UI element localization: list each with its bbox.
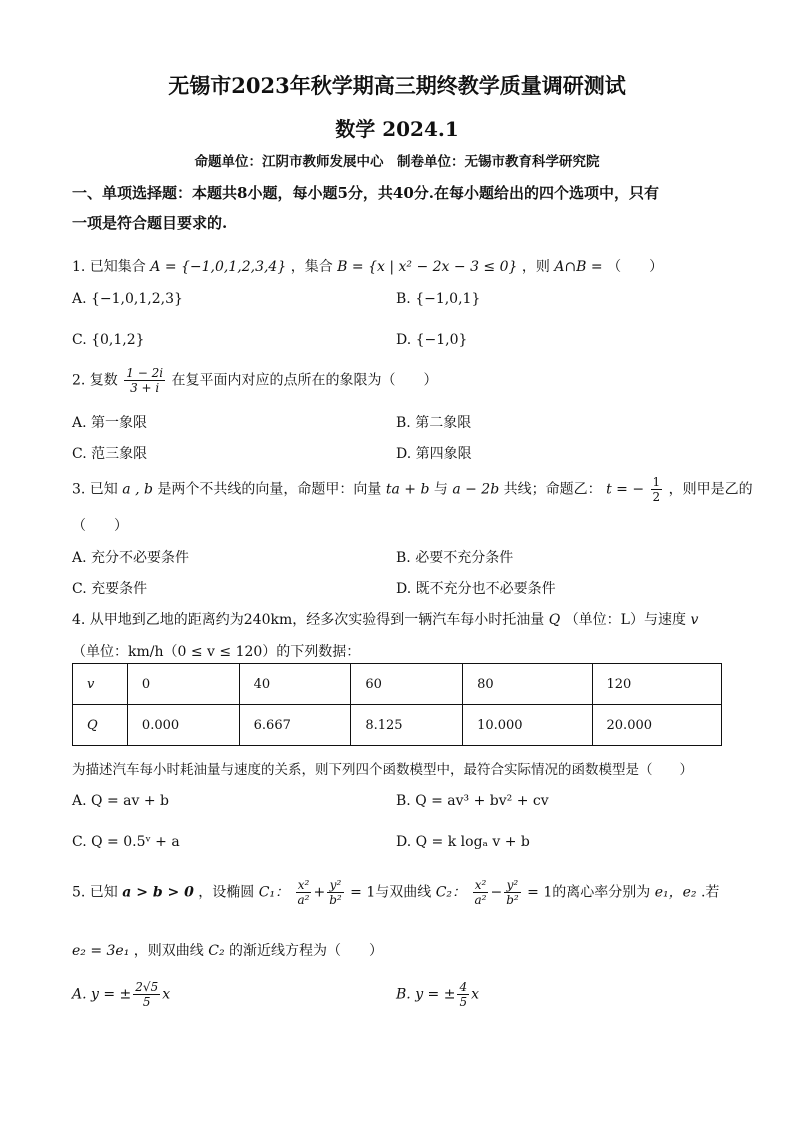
q5-ellipse-x-term [296, 878, 312, 907]
q1-stem [72, 256, 663, 276]
q2-stem [72, 366, 438, 395]
q5-a2: a² [474, 893, 487, 907]
q5-line2 [72, 940, 383, 960]
q5-option-b-den: 5 [459, 995, 468, 1009]
table-cell: v [73, 664, 128, 705]
q5-stem-d: = 1的离心率分别为 [527, 884, 651, 901]
q1-option-a: A. {−1,0,1,2,3} [72, 291, 183, 307]
q5-c2: C₂： [435, 884, 467, 901]
section-heading-line2: 一项是符合题目要求的. [72, 214, 228, 232]
q5-condition: a > b > 0 [122, 884, 194, 901]
q5-stem-e: .若 [700, 884, 720, 901]
table-cell: 0.000 [127, 705, 239, 746]
table-row [73, 705, 722, 746]
q5-option-b [396, 980, 479, 1009]
q3-stem-c: 与 [433, 481, 448, 498]
q4-line1-b: （单位：L）与速度 [564, 612, 686, 628]
table-cell: 120 [592, 664, 721, 705]
q5-option-a-pre: A. y = ± [72, 986, 132, 1003]
q1-stem-c: ，则 [521, 259, 550, 275]
q2-fraction [124, 366, 165, 395]
q3-vectors: a , b [122, 481, 153, 498]
q1-option-d: D. {−1,0} [396, 332, 468, 348]
q5-stem-a: 5. 已知 [72, 884, 118, 901]
q4-option-a: A. Q = av + b [72, 793, 169, 809]
q1-stem-b: ，集合 [290, 259, 333, 275]
q1-paren: （ ） [607, 259, 664, 275]
q5-line2-c: C₂ [208, 943, 225, 959]
q2-option-d: D. 第四象限 [396, 446, 472, 462]
q5-hyperbola-y-term [504, 878, 521, 907]
table-cell: 40 [239, 664, 351, 705]
q3-stem-e: ，则甲是乙的 [668, 481, 753, 498]
q3-t-numerator: 1 [652, 475, 661, 489]
q3-t-expr: t = − [606, 481, 645, 498]
q5-line2-d: 的渐近线方程为（ ） [229, 943, 384, 959]
q5-relation: e₂ = 3e₁ [72, 943, 130, 959]
table-row [73, 664, 722, 705]
q1-option-c: C. {0,1,2} [72, 332, 145, 348]
exam-units: 命题单位：江阴市教师发展中心 制卷单位：无锡市教育科学研究院 [194, 154, 600, 170]
q2-denominator: 3 + i [130, 381, 160, 395]
q5-hyperbola-x-term [473, 878, 489, 907]
q4-v-symbol: v [690, 612, 699, 628]
table-cell: 80 [463, 664, 592, 705]
q3-stem [72, 475, 753, 504]
q5-b2: b² [506, 893, 519, 907]
q1-stem-a: 1. 已知集合 [72, 259, 146, 275]
table-cell: 0 [127, 664, 239, 705]
table-cell: 60 [351, 664, 463, 705]
q3-stem-b: 是两个不共线的向量，命题甲：向量 [157, 481, 382, 498]
q5-b2: b² [329, 893, 342, 907]
q5-a2: a² [297, 893, 310, 907]
q3-t-denominator: 2 [652, 490, 661, 504]
table-cell: 6.667 [239, 705, 351, 746]
q3-option-b: B. 必要不充分条件 [396, 550, 514, 566]
q5-eccentricities: e₁，e₂ [654, 884, 697, 901]
q5-option-a-post: x [162, 986, 171, 1003]
q4-option-c: C. Q = 0.5ᵛ + a [72, 834, 180, 850]
q4-line2: （单位：km/h（0 ≤ v ≤ 120）的下列数据： [72, 644, 361, 660]
table-cell: Q [73, 705, 128, 746]
q1-option-b: B. {−1,0,1} [396, 291, 481, 307]
q3-option-c: C. 充要条件 [72, 581, 148, 597]
q2-option-a: A. 第一象限 [72, 415, 148, 431]
q4-option-d: D. Q = k logₐ v + b [396, 834, 530, 850]
q5-option-b-num: 4 [459, 980, 468, 994]
q1-set-a: A = {−1,0,1,2,3,4} [150, 259, 287, 275]
q2-option-c: C. 范三象限 [72, 446, 148, 462]
q5-option-b-post: x [471, 986, 480, 1003]
q4-q-symbol: Q [548, 612, 561, 628]
q5-option-b-pre: B. y = ± [396, 986, 456, 1003]
q5-stem: 5. 已知 a > b > 0 ，设椭圆 C₁： $\frac{\text{x²}}{\text{a²}}$ + $\frac{\text{y²}}{\text{b²}}$ = 1与双曲线 C₂： $\frac{\text{x²}}{\text{a²}}$ − $\frac{\text{y²}}{\text{b²}}$ = 1的离心率分别为 e₁，e₂ .若 [72, 878, 720, 907]
q4-option-b: B. Q = av³ + bv² + cv [396, 793, 549, 809]
exam-title: 无锡市2023年秋学期高三期终教学质量调研测试 [168, 73, 626, 98]
q5-c1: C₁： [258, 884, 290, 901]
q3-vec1: ta + b [385, 481, 430, 498]
q5-y2: y² [327, 878, 344, 893]
q5-option-a-num: 2√5 [135, 980, 159, 994]
q4-line1-a: 4. 从甲地到乙地的距离约为240km，经多次实验得到一辆汽车每小时托油量 [72, 612, 545, 628]
q2-stem-a: 2. 复数 [72, 372, 118, 389]
q4-line3: 为描述汽车每小时耗油量与速度的关系，则下列四个函数模型中，最符合实际情况的函数模型是（ ） [72, 762, 693, 778]
q5-option-a-den: 5 [142, 995, 151, 1009]
table-cell: 10.000 [463, 705, 592, 746]
q2-numerator: 1 − 2i [126, 366, 164, 380]
q5-option-a-fraction [133, 980, 160, 1009]
q5-option-a [72, 980, 170, 1009]
q5-line2-b: ，则双曲线 [133, 943, 204, 959]
q2-option-b: B. 第二象限 [396, 415, 472, 431]
table-cell: 8.125 [351, 705, 463, 746]
q3-t-fraction [651, 475, 663, 504]
q5-ellipse-y-term [327, 878, 344, 907]
q5-x2: x² [473, 878, 489, 893]
q4-line1 [72, 609, 698, 629]
q3-stem-d: 共线；命题乙： [503, 481, 602, 498]
q1-set-b: B = {x | x² − 2x − 3 ≤ 0} [337, 259, 518, 275]
q1-expr: A∩B = [554, 259, 603, 275]
q3-option-d: D. 既不充分也不必要条件 [396, 581, 556, 597]
q3-option-a: A. 充分不必要条件 [72, 550, 190, 566]
table-cell: 20.000 [592, 705, 721, 746]
q2-stem-b: 在复平面内对应的点所在的象限为（ ） [171, 372, 438, 389]
q4-data-table [72, 663, 722, 746]
q5-stem-b: ，设椭圆 [198, 884, 255, 901]
section-heading-line1: 一、单项选择题：本题共8小题，每小题5分，共40分.在每小题给出的四个选项中，只有 [72, 184, 659, 202]
q5-y2: y² [504, 878, 521, 893]
q3-paren: （ ） [72, 518, 128, 534]
q5-stem-c: = 1与双曲线 [350, 884, 432, 901]
q3-vec2: a − 2b [452, 481, 500, 498]
q5-x2: x² [296, 878, 312, 893]
q3-stem-a: 3. 已知 [72, 481, 118, 498]
exam-subject: 数学 2024.1 [335, 117, 459, 141]
q5-option-b-fraction [457, 980, 469, 1009]
